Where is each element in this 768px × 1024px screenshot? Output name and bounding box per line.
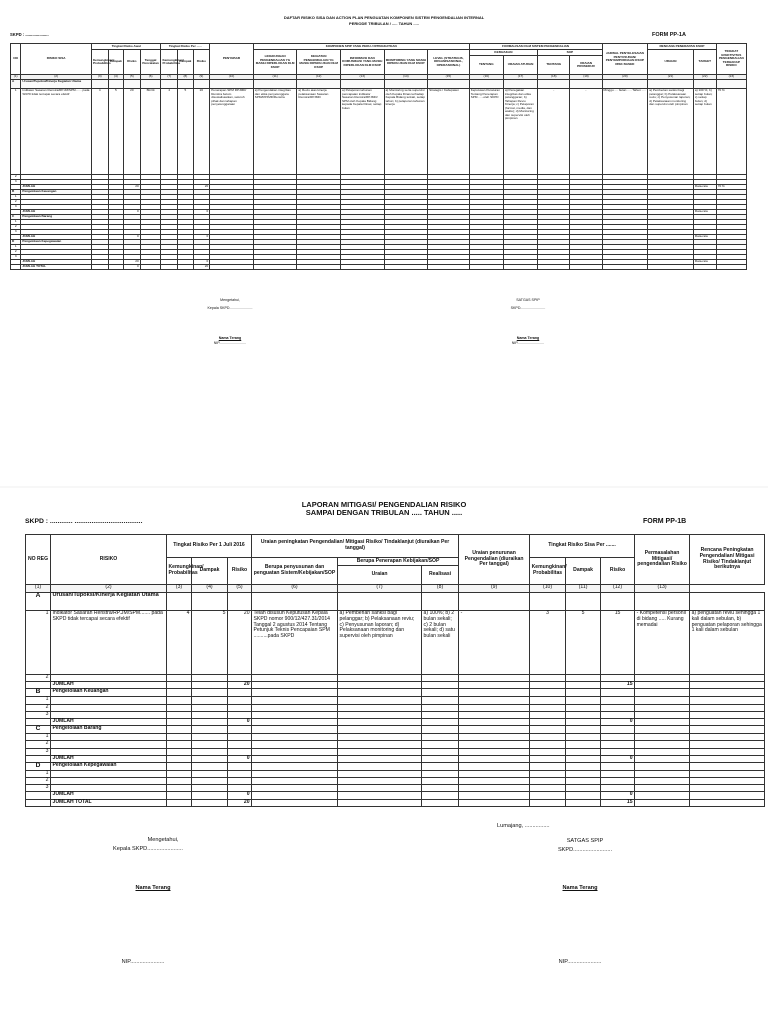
a-row-uraian: a) Pemberian sanksi bagi pelanggar; b) Pelaksanaan reviu; c) Penyusunan laporan; d) Pelaksanaan monitoring dan supervisi oleh pimpinan: [648, 89, 694, 175]
b-h-uraian-penguatan: Uraian peningkatan Pengendalian/ Mitigasi Risiko/ Tindaklanjut (diuraikan Per tanggal): [252, 535, 459, 558]
a-jumlah-risiko: 0: [124, 235, 141, 240]
b-jumlah-risiko2: 0: [601, 792, 635, 799]
a-colnum: (21): [648, 75, 694, 80]
a-row-no: 2: [11, 200, 21, 205]
b-jumlah-risiko: 0: [228, 718, 252, 725]
b-row-no: 1: [26, 770, 51, 777]
a-h-rencana: RENCANA PENERAPAN KSOP: [648, 44, 717, 50]
form-a-skpd: SKPD : ....................: [10, 32, 49, 37]
a-h-penyebab: PENYEBAB: [210, 44, 254, 75]
b-row-no: 1: [26, 611, 51, 675]
a-row-informasi: a) Pelaporan tahunan pencapaian indikator Sasaran Renstra/RPJMD/ SPM oleh Kepala Bidang kepada Kepala Dinas; setiap bulan: [340, 89, 384, 175]
b-h-uraian: Uraian: [338, 566, 422, 585]
b-h-kemungkinan2: Kemungkinan/ Probabilitas: [530, 558, 566, 585]
b-section-code: C: [26, 726, 51, 734]
b-row-risiko: Indikator Sasaran Renstra/RP.JM/SPM....... pada SKPD tidak tercapai secara efektif: [51, 611, 167, 675]
b-colnum: (4): [192, 585, 228, 593]
b-jumlah-risiko: 0: [228, 755, 252, 762]
a-row-target: a) 100 %; b) setiap bulan; c) setiap bulan; d) setiap bulan: [693, 89, 716, 175]
a-row-no: 3: [11, 180, 21, 185]
a-row-kemungkinan: 4: [91, 89, 108, 175]
a-jumlah-risiko: 0: [124, 210, 141, 215]
b-table-row: [26, 734, 765, 741]
b-colnum: (11): [566, 585, 601, 593]
a-section-code: B: [11, 190, 21, 195]
b-nama-terang-right: Nama Terang: [562, 885, 598, 891]
b-table-row: [26, 697, 765, 704]
a-colnum: (11): [253, 75, 297, 80]
a-row-risiko: Indikator Sasaran Renstra/RP.JM/SPM....... pada SKPD tidak tercapai secara efektif: [21, 89, 92, 175]
a-jumlah-label: JUMLAH: [21, 260, 92, 265]
b-h-kemungkinan: Kemungkinan/ Probabilitas: [167, 558, 192, 585]
a-h-risiko: RISIKO SISA: [21, 44, 92, 75]
a-colnum: (13): [340, 75, 384, 80]
a-h-kegiatan: KEGIATAN PENGENDALIAN YG MASIH DIPERLUKAN DLM KSOP: [297, 50, 341, 75]
a-colnum: (7): [161, 75, 178, 80]
a-colnum: (2): [21, 75, 92, 80]
b-jumlah-label: JUMLAH: [51, 792, 167, 799]
b-row-no: 1: [26, 734, 51, 741]
form-b-table: [25, 534, 765, 807]
a-h-risiko-val: Risiko: [124, 50, 141, 75]
b-section-title: Urusan/Tupoksi/Kinerja Kegiatan Utama: [51, 593, 167, 611]
a-row-penyebab: Penerapan SPM RPJMD/ Renstra belum disosialisasikan, seluruh pihak dan tahapan penyelenggaraan: [210, 89, 254, 175]
b-jumlah-label: JUMLAH: [51, 682, 167, 689]
a-colnum: (18): [538, 75, 570, 80]
a-colnum: (8): [178, 75, 194, 80]
b-table-row: [26, 770, 765, 777]
b-h-risiko-val2: Risiko: [601, 558, 635, 585]
a-row-tanggal: Bln/ttt: [140, 89, 161, 175]
b-colnum: (8): [422, 585, 459, 593]
a-colnum: (16): [469, 75, 503, 80]
a-section-title: Pengelolaan Keuangan: [21, 190, 92, 195]
a-row-lingkungan: a) Pengendalian integritas dan etika penyelenggara SPM/RPJMD/Renstra: [253, 89, 297, 175]
b-colnum: (9): [459, 585, 530, 593]
a-colnum: (20): [602, 75, 648, 80]
a-h-tentang2: TENTANG: [538, 56, 570, 75]
form-a-table: [10, 43, 747, 270]
a-jumlah-risiko2: 0: [193, 210, 210, 215]
b-table-row: [26, 778, 765, 785]
b-jumlah-risiko2: 15: [601, 682, 635, 689]
b-jumlah-label: JUMLAH: [51, 755, 167, 762]
b-jumlah-label: JUMLAH: [51, 718, 167, 725]
a-section-title: Urusan/Tupoksi/Kinerja Kegiatan Utama: [21, 80, 92, 89]
b-jumlah-row: [26, 718, 765, 725]
a-colnum: (14): [384, 75, 428, 80]
a-colnum: (23): [716, 75, 746, 80]
a-h-kebijakan: KEBIJAKAN: [469, 50, 538, 56]
a-h-level: LEVEL (STRATEGIS, ORGANISASIONAL, OPERASIONAL): [428, 50, 470, 75]
a-row-no: 3: [11, 230, 21, 235]
b-colnum: (12): [601, 585, 635, 593]
b-total-label: JUMLAH TOTAL: [51, 799, 167, 806]
b-table-row: [26, 711, 765, 718]
b-row-permasalahan: - Kompetensi personil di bidang ..... Kurang memadai: [635, 611, 690, 675]
a-jumlah-label: JUMLAH: [21, 185, 92, 190]
b-table-row: [26, 785, 765, 792]
a-section-code: D: [11, 240, 21, 245]
a-colnum: (6): [140, 75, 161, 80]
a-row-monitoring: a) Monitoring serta supervisi oleh Kepala Dinas terhadap Kepala Bidang terkait, setiap tahun; b) pelaporan tahunan kinerja: [384, 89, 428, 175]
b-total-row: [26, 799, 765, 806]
a-table-row: [11, 89, 747, 175]
b-row-kemungkinan: 4: [167, 611, 192, 675]
a-h-komponen: KOMPONEN SPIP YANG PERLU DITINGKATKAN: [253, 44, 469, 50]
a-sig-right-1: SATGAS SPIP: [516, 298, 540, 302]
a-section-code: A: [11, 80, 21, 89]
b-nip-right: NIP......................: [558, 959, 602, 965]
b-row-no: 2: [26, 778, 51, 785]
a-h-tanggal: Tanggal Pencatatan: [140, 50, 161, 75]
a-row-dampak2: 5: [178, 89, 194, 175]
a-h-tingkat-efektif: TINGKAT EFEKTIVITAS PENGENDALIAN TERHADAP RISIKO: [716, 44, 746, 75]
a-jumlah-risiko: 20: [124, 185, 141, 190]
b-h-risiko: RISIKO: [51, 535, 167, 585]
a-jumlah-risiko2: 0: [193, 235, 210, 240]
a-sig-right-2: SKPD.........................: [510, 306, 546, 310]
a-row-no: 3: [11, 255, 21, 260]
a-jumlah-label: JUMLAH: [21, 235, 92, 240]
b-table-row: [26, 748, 765, 755]
a-h-jadwal: JADWAL PENYELESAIAN PENYUSUNAN/ PENYEMPURNAAN KSOP RISK BASED: [602, 44, 648, 75]
b-colnum: (6): [252, 585, 338, 593]
a-row-tentang: Keputusan Peraturan Tentang Penerapan SPM ......oleh SKPD: [469, 89, 503, 175]
a-colnum: (4): [108, 75, 124, 80]
b-h-penerapan: Berupa Penerapan Kebijakan/SOP: [338, 558, 459, 566]
a-colnum: (3): [91, 75, 108, 80]
b-h-dampak2: Dampak: [566, 558, 601, 585]
a-jumlah-risiko2: 20: [193, 185, 210, 190]
form-pp1a-sheet: [0, 0, 768, 486]
b-jumlah-risiko: 0: [228, 792, 252, 799]
a-colnum: (1): [11, 75, 21, 80]
b-colnum: (1): [26, 585, 51, 593]
b-row-no: 1: [26, 697, 51, 704]
b-row-no: 3: [26, 711, 51, 718]
a-h-lingkungan: LINGKUNGAN PENGENDALIAN YG MASIH DIPERLUKAN DLM KSOP: [253, 50, 297, 75]
b-row-dampak2: 5: [566, 611, 601, 675]
b-colnum: (7): [338, 585, 422, 593]
b-h-risiko-val: Risiko: [228, 558, 252, 585]
a-row-no: 2: [11, 225, 21, 230]
b-section-row: [26, 593, 765, 611]
a-h-uraian: URAIAN: [648, 50, 694, 75]
form-a-number: FORM PP-1A: [652, 32, 686, 38]
a-row-risiko-val2: 20: [193, 89, 210, 175]
form-b-subtitle: SAMPAI DENGAN TRIBULAN ..... TAHUN .....: [305, 508, 463, 517]
a-row-no: 1: [11, 220, 21, 225]
a-row-dampak: 5: [108, 89, 124, 175]
b-colnum: (10): [530, 585, 566, 593]
a-colnum: (17): [503, 75, 537, 80]
a-jumlah-risiko2: 0: [193, 260, 210, 265]
a-jumlah-note: Rata-rata: [693, 185, 716, 190]
b-h-realisasi: Realisasi: [422, 566, 459, 585]
a-sig-left-1: Mengetahui,: [220, 298, 240, 302]
a-section-title: Pengelolaan Barang: [21, 215, 92, 220]
b-section-code: A: [26, 593, 51, 611]
b-table-row: [26, 675, 765, 682]
b-sig-right-1: SATGAS SPIP: [566, 838, 604, 844]
b-jumlah-risiko2: 0: [601, 755, 635, 762]
a-colnum: (19): [570, 75, 602, 80]
b-h-penurunan: Uraian penurunan Pengendalian (diuraikan Per tanggal): [459, 535, 530, 585]
a-h-tentang: TENTANG: [469, 56, 503, 75]
a-h-no: NO: [11, 44, 21, 75]
b-row-no: 3: [26, 748, 51, 755]
a-h-dampak2: Dampak: [178, 50, 194, 75]
b-row-berupa: Telah disusun Keputusan Kepala SKPD nomor 900/12/427.31/2014 Tanggal 2 agustus 2014 Tentang Petunjuk Teknis Pencapaian SPM ..........pada SKPD: [252, 611, 338, 675]
b-total-risiko2: 15: [601, 799, 635, 806]
a-nip-right: NIP...........................: [511, 341, 545, 345]
a-row-uraian-prosedur: -: [570, 89, 602, 175]
b-section-title: Pengelolaan Barang: [51, 726, 167, 734]
b-colnum: (2): [51, 585, 167, 593]
a-colnum: (15): [428, 75, 470, 80]
a-colnum: (10): [210, 75, 254, 80]
b-row-penurunan: -: [459, 611, 530, 675]
a-total-risiko: 0: [124, 265, 141, 270]
a-h-risiko-val2: Risiko: [193, 50, 210, 75]
a-total-row: [11, 265, 747, 270]
b-section-row: [26, 689, 765, 697]
b-row-rencana: a) penguatan reviu sehingga 1 kali dalam sebulan, b) penguatan pelaporan sehingga 1 kali dalam sebulan: [690, 611, 765, 675]
b-h-permasalahan: Permasalahan Mitigasi/ pengendalian Risiko: [635, 535, 690, 585]
b-place-date: Lumajang, ................: [497, 823, 550, 829]
b-row-no: 2: [26, 704, 51, 711]
b-jumlah-row: [26, 792, 765, 799]
b-h-tingkat-sisa: Tingkat Risiko Sisa Per .......: [530, 535, 635, 558]
a-jumlah-risiko: 20: [124, 260, 141, 265]
a-h-tingkat-per: Tingkat Risiko Per ......: [161, 44, 210, 50]
a-row-kegiatan: a) Reviu atas kinerja pelaksanaan Sasaran Renstra/RPJMD: [297, 89, 341, 175]
a-jumlah-eff: 70 %: [716, 185, 746, 190]
b-table-row: [26, 611, 765, 675]
a-h-target: TARGET: [693, 50, 716, 75]
a-row-uraian-aturan: a) Penegakan integritas dan etika pelanggaran; b) Tahapan Reviu Kinerja; c) Pelaporan (format, media, dan waktu); d) Monitoring dan supervisi oleh pimpinan: [503, 89, 537, 175]
a-h-kemungkinan: Kemungkinan/ Probabilitas: [91, 50, 108, 75]
a-jumlah-note: Rata-rata: [693, 235, 716, 240]
a-jumlah-note: Rata-rata: [693, 210, 716, 215]
b-h-rencana: Rencana Peningkatan Pengendalian/ Mitigasi Risiko/ Tindaklanjut berikutnya: [690, 535, 765, 585]
b-sig-left-2: Kepala SKPD.......................: [113, 846, 183, 852]
b-row-realisasi: a) 100%; b) 2 bulan sekali; c) 2 bulan sekali; d) satu bulan sekali: [422, 611, 459, 675]
form-b-title: LAPORAN MITIGASI/ PENGENDALIAN RISIKO: [301, 500, 467, 509]
a-row-no: 1: [11, 195, 21, 200]
b-nama-terang-left: Nama Terang: [135, 885, 171, 891]
b-row-dampak: 5: [192, 611, 228, 675]
b-nip-left: NIP......................: [121, 959, 165, 965]
a-h-monitoring: MONITORING YANG MASIH DIPERLUKAN DLM KSOP: [384, 50, 428, 75]
b-table-row: [26, 704, 765, 711]
a-h-uraian-prosedur: URAIAN PROSEDUR: [570, 56, 602, 75]
a-nip-left: NIP...........................: [213, 341, 247, 345]
a-h-uraian-aturan: URAIAN ATURAN: [503, 56, 537, 75]
a-sig-left-2: Kepala SKPD.......................: [207, 306, 253, 310]
a-h-kemungkinan2: Kemungkinan/ Probabilitas: [161, 50, 178, 75]
b-row-risiko-val2: 15: [601, 611, 635, 675]
b-colnum: (5): [228, 585, 252, 593]
b-row-kemungkinan2: 3: [530, 611, 566, 675]
a-total-label: JUMLAH TOTAL: [21, 265, 92, 270]
b-section-row: [26, 762, 765, 770]
b-h-berupa: Berupa penyusunan dan penguatan Sistem/Kebijakan/SOP: [252, 558, 338, 585]
a-row-efektif: 70 %: [716, 89, 746, 175]
a-row-no: 2: [11, 175, 21, 180]
a-row-no: 1: [11, 245, 21, 250]
b-section-code: D: [26, 762, 51, 770]
b-section-row: [26, 726, 765, 734]
a-h-informasi: INFORMASI DAN KOMUNIKASI YANG MASIH DIPERLUKAN DLM KSOP: [340, 50, 384, 75]
form-b-skpd: SKPD : ............ ....................................: [25, 518, 143, 525]
b-row-uraian: a) Pemberian sanksi bagi pelanggar; b) Pelaksanaan reviu; c) Penyusunan laporan; d) Pelaksanaan monitoring dan supervisi oleh pimpinan: [338, 611, 422, 675]
a-h-formalisasi: FORMALISASI DLM SISTEM PENGENDALIAN: [469, 44, 602, 50]
form-a-subtitle: PERIODE TRIBULAN / ..... TAHUN .....: [349, 21, 419, 26]
a-colnum: (5): [124, 75, 141, 80]
a-jumlah-label: JUMLAH: [21, 210, 92, 215]
form-b-number: FORM PP-1B: [643, 518, 687, 525]
b-section-code: B: [26, 689, 51, 697]
a-nama-terang-left: Nama Terang: [218, 336, 242, 340]
b-jumlah-row: [26, 755, 765, 762]
b-jumlah-risiko2: 0: [601, 718, 635, 725]
b-row-risiko-val: 20: [228, 611, 252, 675]
b-sig-right-2: SKPD.........................: [557, 847, 613, 853]
a-h-sop: SOP: [538, 50, 602, 56]
a-total-risiko2: 20: [193, 265, 210, 270]
a-h-tingkat-awal: Tingkat Risiko Awal: [91, 44, 161, 50]
form-pp1b-sheet: [0, 488, 768, 1024]
a-row-jadwal: Minggu .... bulan ..... Tahun .....: [602, 89, 648, 175]
b-h-tingkat-awal: Tingkat Risiko Per 1 Juli 2016: [167, 535, 252, 558]
a-nama-terang-right: Nama Terang: [516, 336, 540, 340]
a-row-tentang2: -: [538, 89, 570, 175]
b-colnum: (13): [635, 585, 690, 593]
b-section-title: Pengelolaan Kepegawaian: [51, 762, 167, 770]
b-row-no: 3: [26, 785, 51, 792]
a-section-title: Pengelolaan Kepegawaian: [21, 240, 92, 245]
a-h-dampak: Dampak: [108, 50, 124, 75]
a-colnum: (22): [693, 75, 716, 80]
b-table-row: [26, 741, 765, 748]
a-row-no: 1: [11, 89, 21, 175]
a-row-kemungkinan2: 4: [161, 89, 178, 175]
form-a-title: DAFTAR RISIKO SISA DAN ACTION PLAN PENGUATAN KOMPONEN SISTEM PENGENDALIAN INTERNAL: [283, 15, 485, 20]
b-jumlah-risiko: 20: [228, 682, 252, 689]
b-total-risiko: 20: [228, 799, 252, 806]
b-row-no: 2: [26, 741, 51, 748]
a-jumlah-note: Rata-rata: [693, 260, 716, 265]
a-row-no: 3: [11, 205, 21, 210]
b-h-noreg: NO REG: [26, 535, 51, 585]
b-colnum: (3): [167, 585, 192, 593]
b-h-dampak: Dampak: [192, 558, 228, 585]
b-section-title: Pengelolaan Keuangan: [51, 689, 167, 697]
b-row-no: 2: [26, 675, 51, 682]
a-colnum: (12): [297, 75, 341, 80]
a-colnum: (9): [193, 75, 210, 80]
a-section-code: C: [11, 215, 21, 220]
a-row-level: Strategis / Kabupaten: [428, 89, 470, 175]
a-row-no: 2: [11, 250, 21, 255]
a-row-risiko-val: 20: [124, 89, 141, 175]
b-sig-left-1: Mengetahui,: [147, 837, 179, 843]
b-jumlah-row: [26, 682, 765, 689]
